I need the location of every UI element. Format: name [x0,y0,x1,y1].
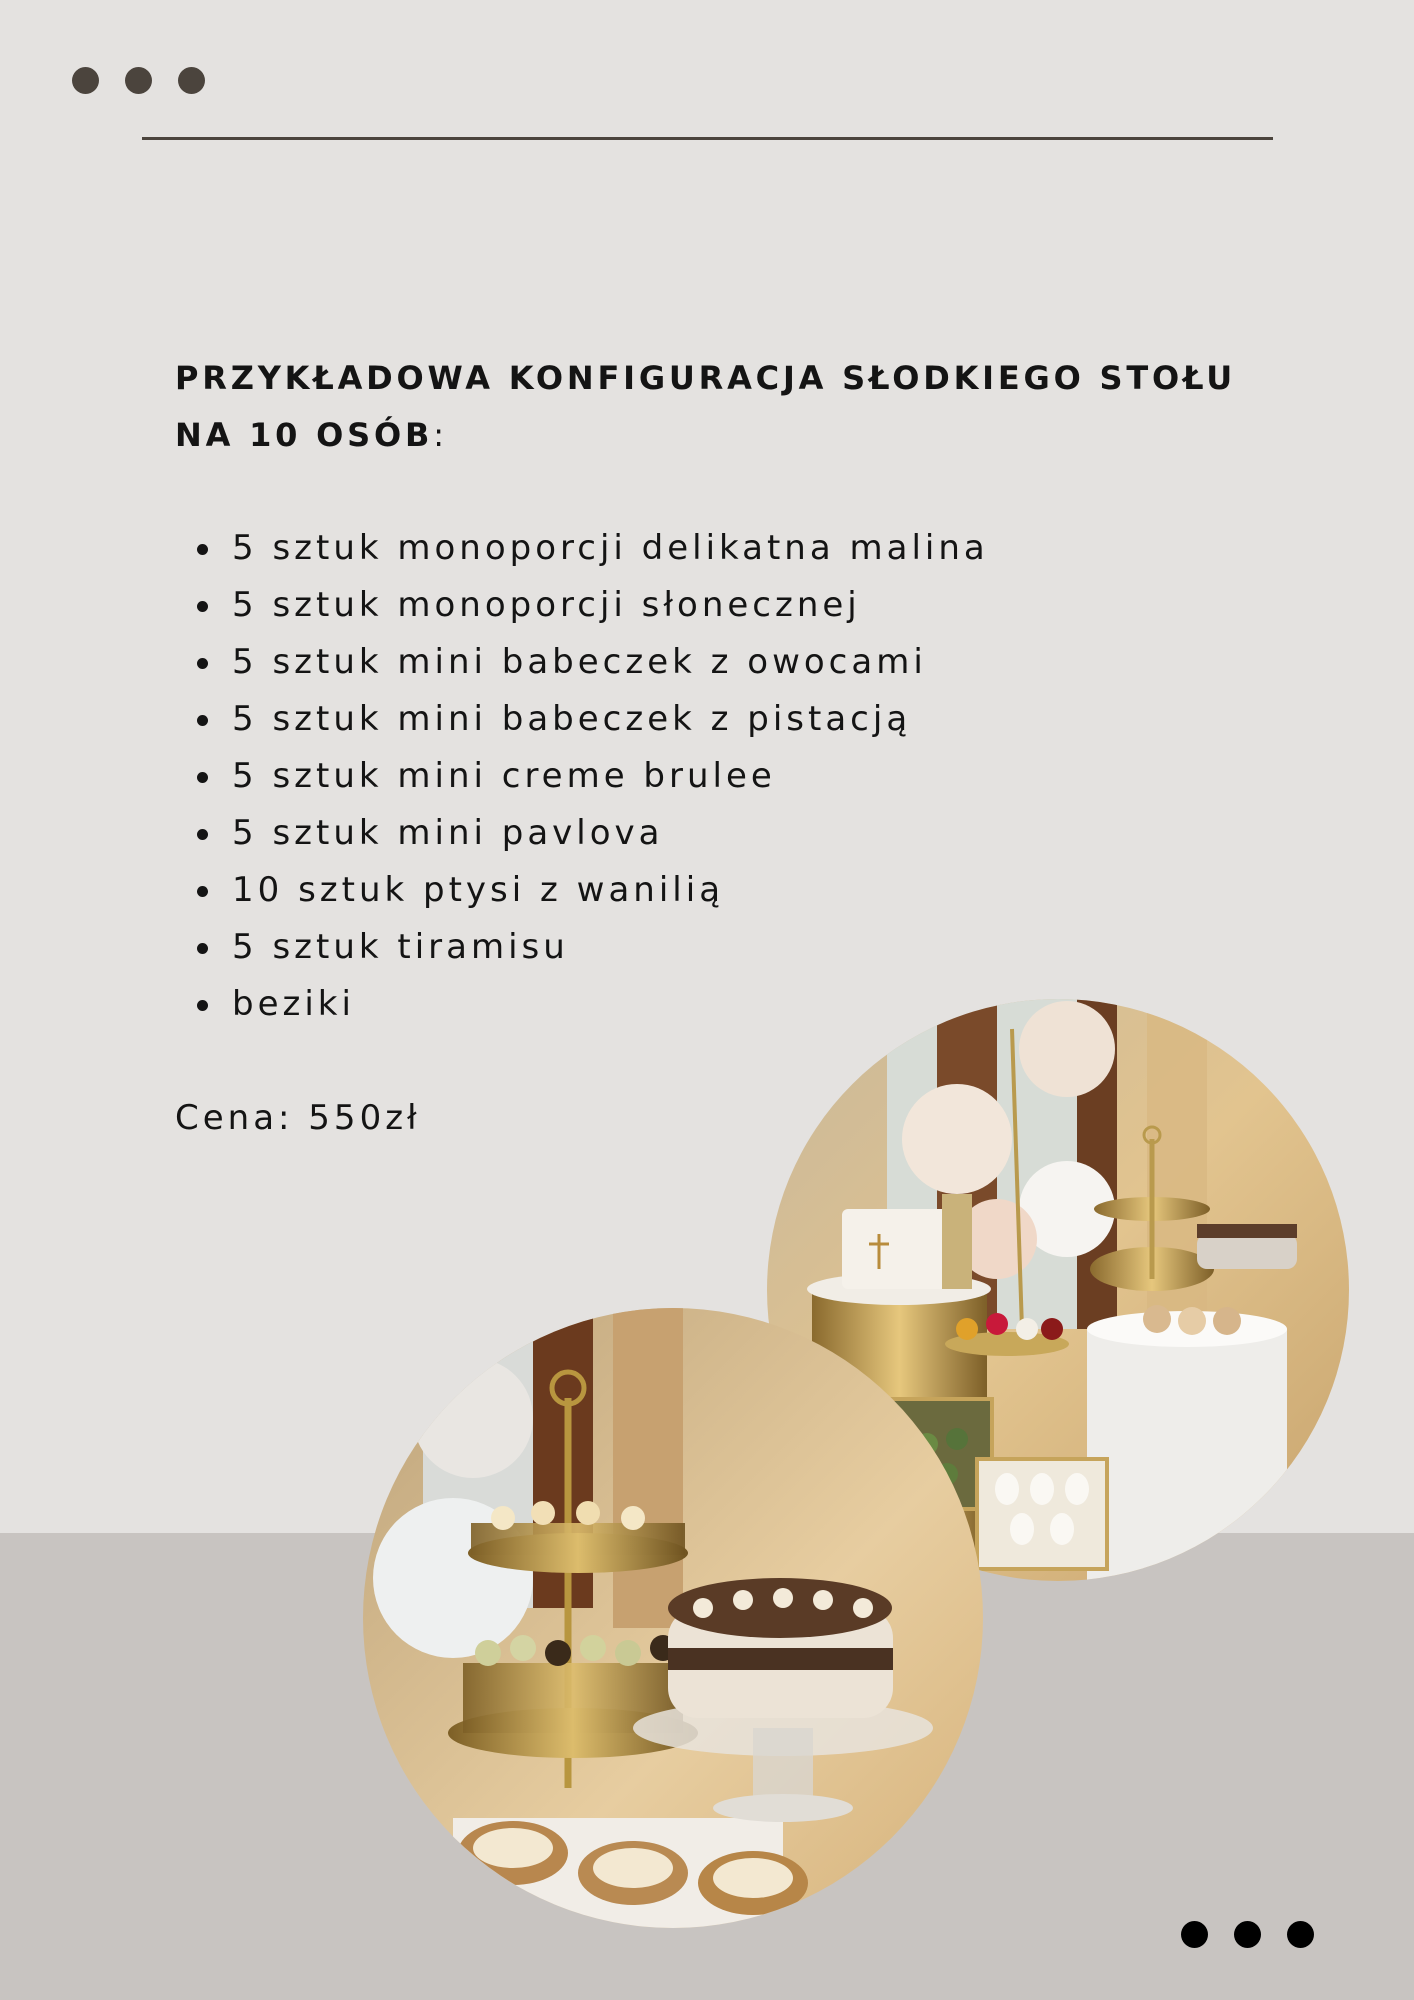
price-text: Cena: 550zł [175,1098,421,1138]
list-item: 5 sztuk monoporcji delikatna malina [175,520,989,577]
top-dots-decoration [72,67,205,94]
list-item: 5 sztuk mini pavlova [175,805,989,862]
list-item: beziki [175,976,989,1033]
title-colon: : [433,416,448,454]
dot [178,67,205,94]
dessert-list [175,520,989,1033]
bottom-dots-decoration [1181,1921,1314,1948]
title-line-1: PRZYKŁADOWA KONFIGURACJA SŁODKIEGO STOŁU [175,359,1237,397]
dot [1181,1921,1208,1948]
tiramisu-stand-photo [363,1308,983,1928]
list-item: 10 sztuk ptysi z wanilią [175,862,989,919]
dot [125,67,152,94]
dot [1287,1921,1314,1948]
list-item: 5 sztuk tiramisu [175,919,989,976]
dot [1234,1921,1261,1948]
list-item: 5 sztuk monoporcji słonecznej [175,577,989,634]
title-line-2: NA 10 OSÓB [175,416,434,454]
header-divider [142,137,1273,140]
page-title [175,350,1255,464]
dot [72,67,99,94]
list-item: 5 sztuk mini babeczek z pistacją [175,691,989,748]
list-item: 5 sztuk mini babeczek z owocami [175,634,989,691]
list-item: 5 sztuk mini creme brulee [175,748,989,805]
